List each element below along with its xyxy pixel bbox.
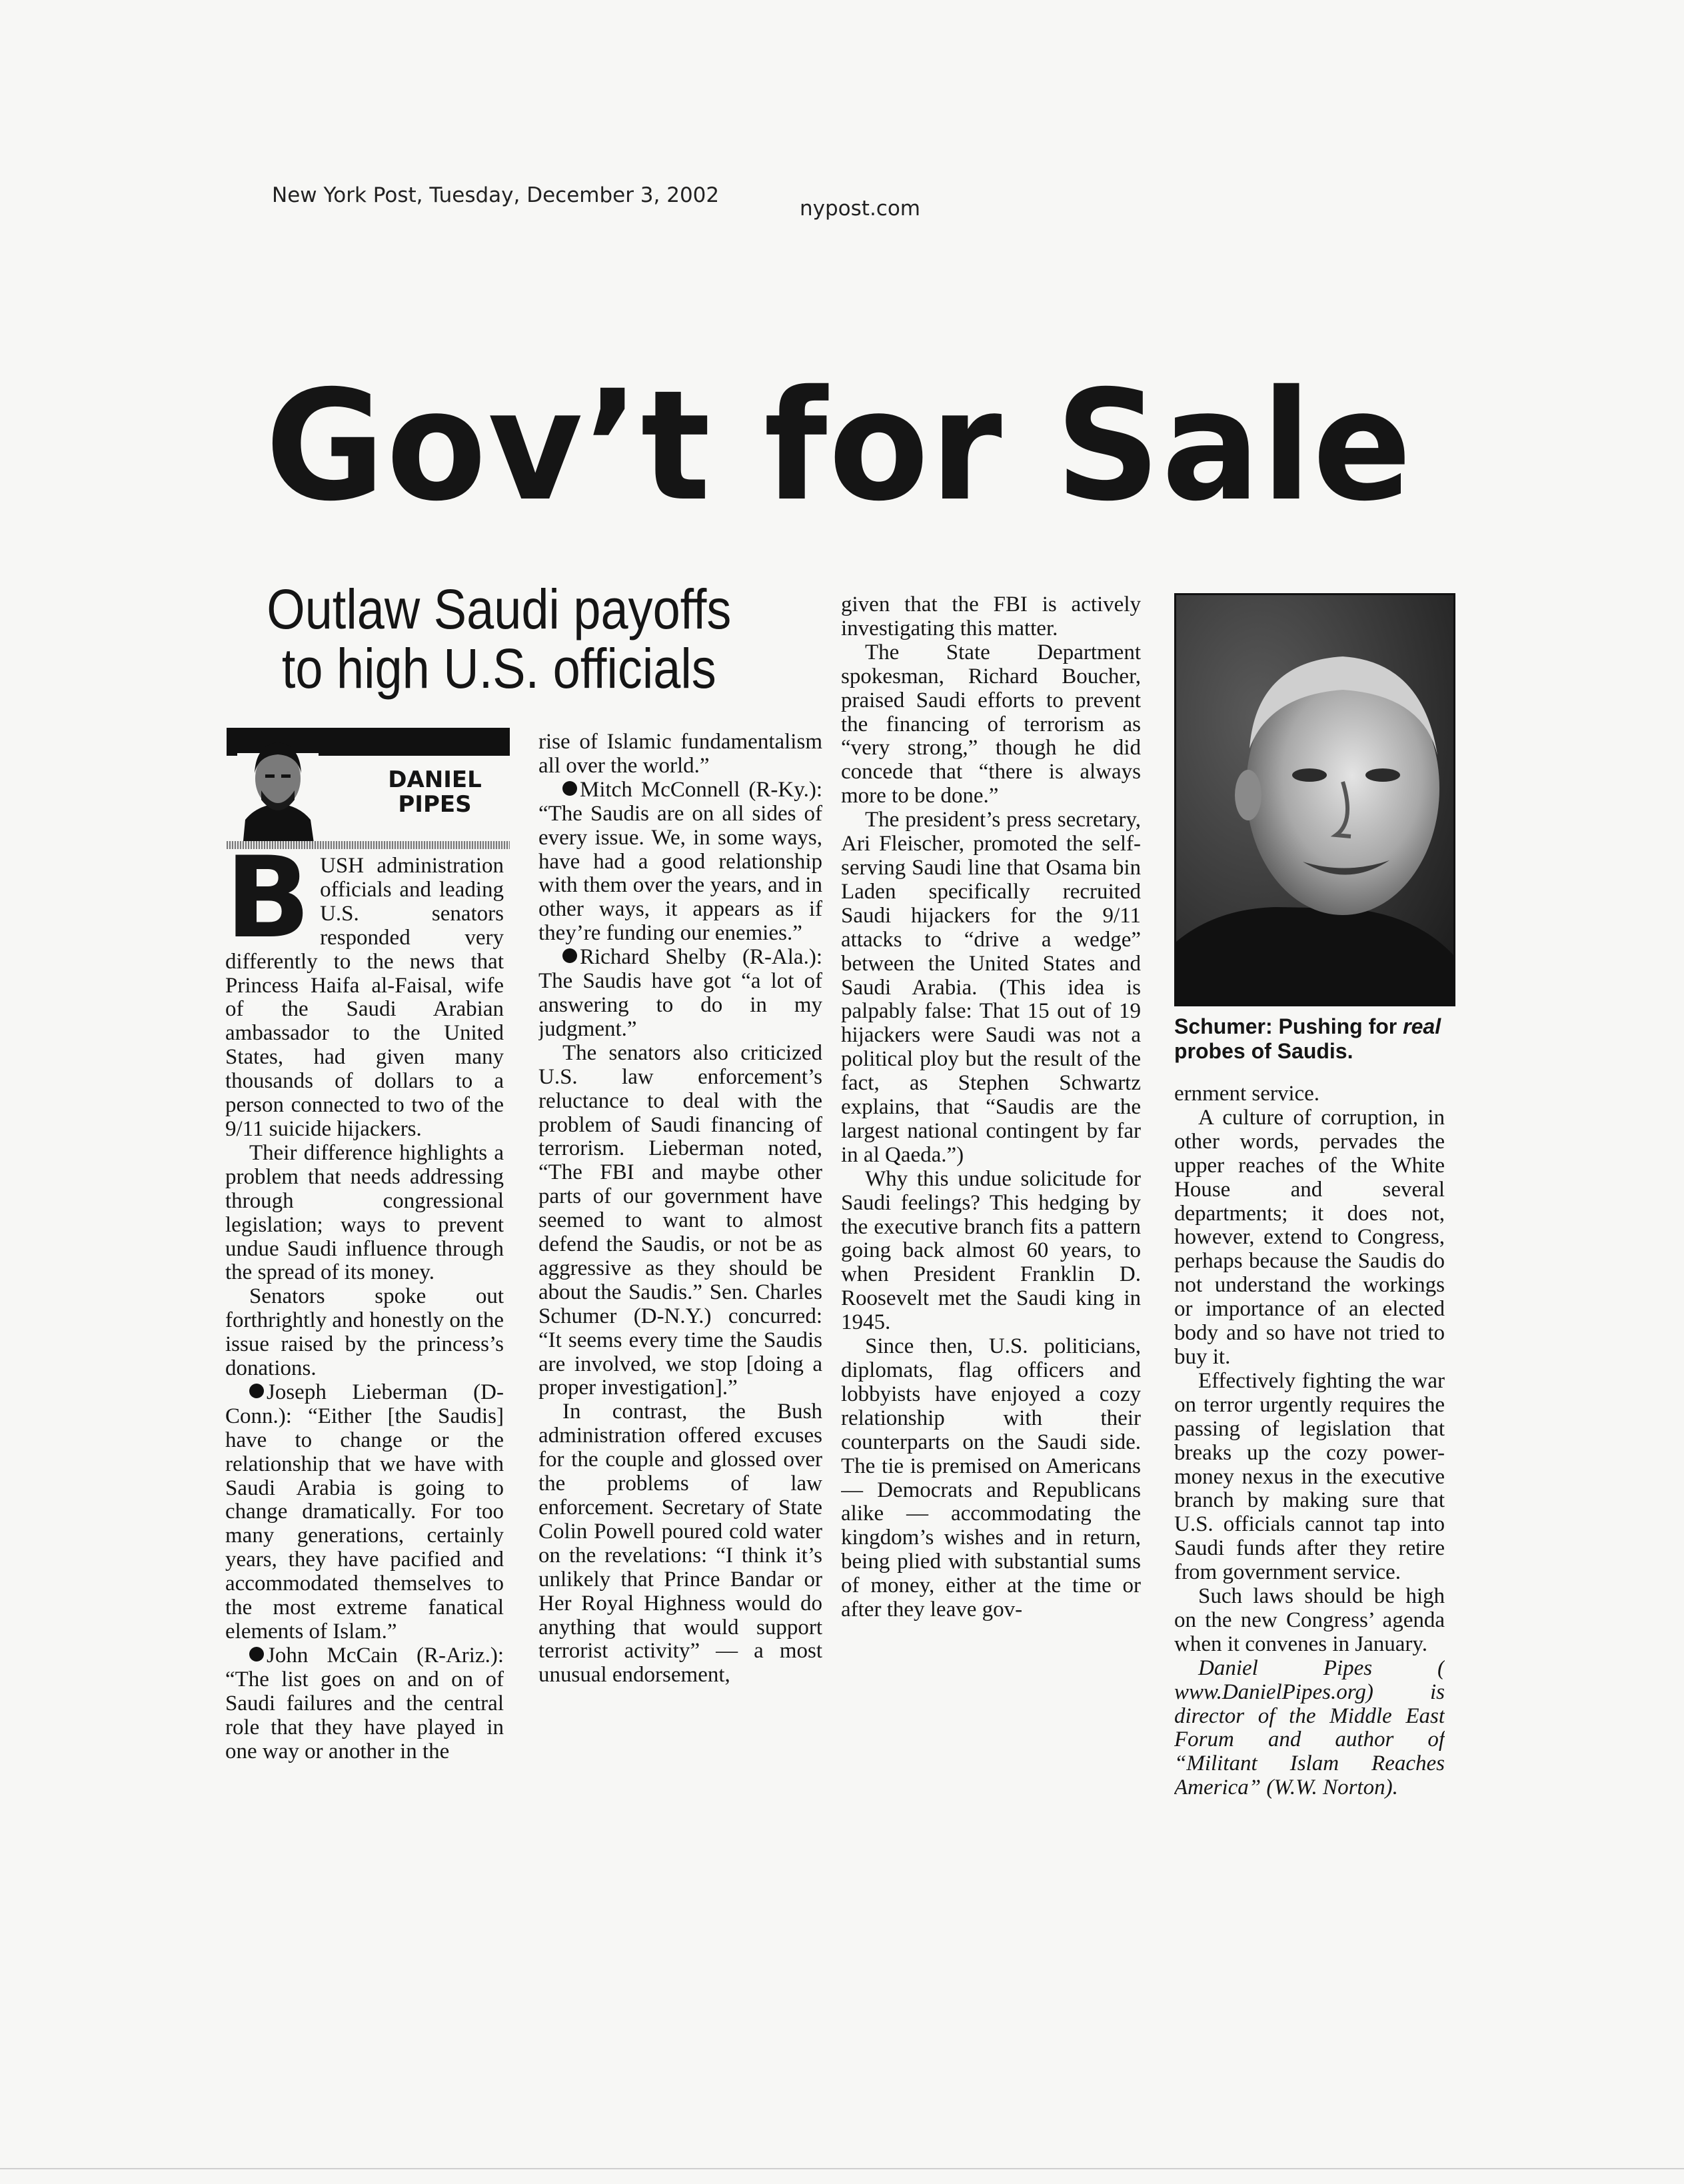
quote-text: Joseph Lieberman (D-Conn.): “Either [the Saudis] have to change or the relationship that we have with Saudi Arabia is going to change dramatically. For too many generations, certainly years, they have pacified and accommodated themselves to the most extreme fanatical elements of Islam.”: [225, 1380, 504, 1643]
scan-edge: [0, 2168, 1684, 2169]
author-name: [360, 768, 510, 816]
headline: Gov’t for Sale: [265, 357, 1413, 535]
paragraph: Their difference highlights a problem that needs addressing through congressional legislation; ways to prevent undue Saudi influence through the spread of its money.: [225, 1140, 504, 1285]
quote-text: Mitch McConnell (R-Ky.): “The Saudis are on all sides of every issue. We, in some ways, have had a good relationship with them over the years, and in other ways, it appears as if they’re funding our enemies.”: [538, 777, 822, 946]
schumer-photo: [1174, 593, 1455, 1006]
paragraph: given that the FBI is actively investigating this matter.: [841, 593, 1141, 640]
quote-paragraph: [225, 1381, 504, 1644]
site-url[interactable]: nypost.com: [800, 197, 921, 221]
bullet-icon: [562, 948, 577, 963]
caption-text-end: probes of Saudis.: [1174, 1038, 1353, 1063]
article-column-3: [841, 593, 1141, 1926]
author-first-name: DANIEL: [388, 766, 482, 793]
author-last-name: PIPES: [398, 790, 472, 818]
author-avatar: [237, 726, 319, 848]
quote-text: John McCain (R-Ariz.): “The list goes on and on of Saudi failures and the central role that they have played in one way or another in the: [225, 1643, 504, 1763]
byline-rule: [227, 841, 510, 849]
paragraph: The president’s press secretary, Ari Fleischer, promoted the self-serving Saudi line that Osama bin Laden specifically recruited Saudi hijackers for the 9/11 attacks to “drive a wedge” between the United States and Saudi Arabia. (This idea is palpably false: That 15 out of 19 hijackers were Saudi was not a political ploy but the result of the fact, as Stephen Schwartz explains, that “Saudis are the largest national contingent by far in al Qaeda.”): [841, 808, 1141, 1167]
article-column-4: [1174, 1082, 1445, 1942]
author-credit: Daniel Pipes ( www.DanielPipes.org) is director of the Middle East Forum and author of “Militant Islam Reaches America” (W.W. Norton).: [1174, 1655, 1445, 1800]
caption-emphasis: real: [1403, 1014, 1441, 1038]
caption-text: Schumer: Pushing for: [1174, 1014, 1397, 1038]
paragraph: The State Department spokesman, Richard Boucher, praised Saudi efforts to prevent the financing of terrorism as “very strong,” though he did concede that “there is always more to be done.”: [841, 640, 1141, 808]
article-column-1: [225, 854, 504, 1929]
bullet-icon: [249, 1384, 264, 1398]
paragraph: Why this undue solicitude for Saudi feelings? This hedging by the executive branch fits a pattern going back almost 60 years, to when President Franklin D. Roosevelt met the Saudi king in 1945.: [841, 1166, 1141, 1335]
quote-paragraph: [225, 1644, 504, 1764]
paragraph: The senators also criticized U.S. law enforcement’s reluctance to deal with the problem of Saudi financing of terrorism. Lieberman noted, “The FBI and maybe other parts of our government have seemed to want to almost defend the Saudis, or not be as aggressive as they should be about the Saudis.” Sen. Charles Schumer (D-N.Y.) concurred: “It seems every time the Saudis are involved, we stop [doing a proper investigation].”: [538, 1040, 822, 1400]
paragraph-text: USH administration officials and leading U.S. senators responded very differently to the news that Princess Haifa al-Faisal, wife of the Saudi Arabian ambassador to the United States, had given many thousands of dollars to a person connected to two of the 9/11 suicide hijackers.: [225, 854, 504, 1141]
paragraph: rise of Islamic fundamentalism all over the world.”: [538, 730, 822, 778]
paragraph: Senators spoke out forthrightly and honestly on the issue raised by the princess’s donations.: [225, 1284, 504, 1381]
portrait-image: [1176, 595, 1453, 1004]
paragraph: Such laws should be high on the new Congress’ agenda when it convenes in January.: [1174, 1584, 1445, 1656]
paragraph: Since then, U.S. politicians, diplomats, flag officers and lobbyists have enjoyed a cozy relationship with their counterparts on the Saudi side. The tie is premised on Americans — Democrats and Republicans alike — accommodating the kingdom’s wishes and in return, being plied with substantial sums of money, either at the time or after they leave gov-: [841, 1334, 1141, 1622]
bullet-icon: [562, 781, 577, 796]
subhead: [244, 580, 754, 698]
photo-caption: [1174, 1014, 1461, 1064]
quote-text: Richard Shelby (R-Ala.): The Saudis have got “a lot of answering to do in my judgment.”: [538, 945, 822, 1041]
paragraph: A culture of corruption, in other words, pervades the upper reaches of the White House and several departments; it does not, however, extend to Congress, perhaps because the Saudis do not understand the workings or importance of an elected body and so have not tried to buy it.: [1174, 1105, 1445, 1369]
subhead-line-1: Outlaw Saudi payoffs: [267, 578, 732, 640]
quote-paragraph: [538, 778, 822, 946]
paragraph: Effectively fighting the war on terror urgently requires the passing of legislation that breaks up the cozy power-money nexus in the executive branch by making sure that U.S. officials cannot tap into Saudi funds after they retire from government service.: [1174, 1368, 1445, 1585]
drop-cap: B: [225, 854, 311, 963]
subhead-line-2: to high U.S. officials: [281, 637, 716, 700]
bullet-icon: [249, 1647, 264, 1661]
dateline: New York Post, Tuesday, December 3, 2002: [272, 183, 720, 207]
article-column-2: [538, 730, 822, 1930]
lead-paragraph: [225, 854, 504, 1142]
paragraph: ernment service.: [1174, 1082, 1320, 1106]
paragraph: In contrast, the Bush administration offered excuses for the couple and glossed over the problems of law enforcement. Secretary of State Colin Powell poured cold water on the revelations: “I think it’s unlikely that Prince Bandar or Her Royal Highness would do anything that would support terrorist activity” — a most unusual endorsement,: [538, 1400, 822, 1687]
quote-paragraph: [538, 946, 822, 1042]
byline: [227, 726, 510, 853]
